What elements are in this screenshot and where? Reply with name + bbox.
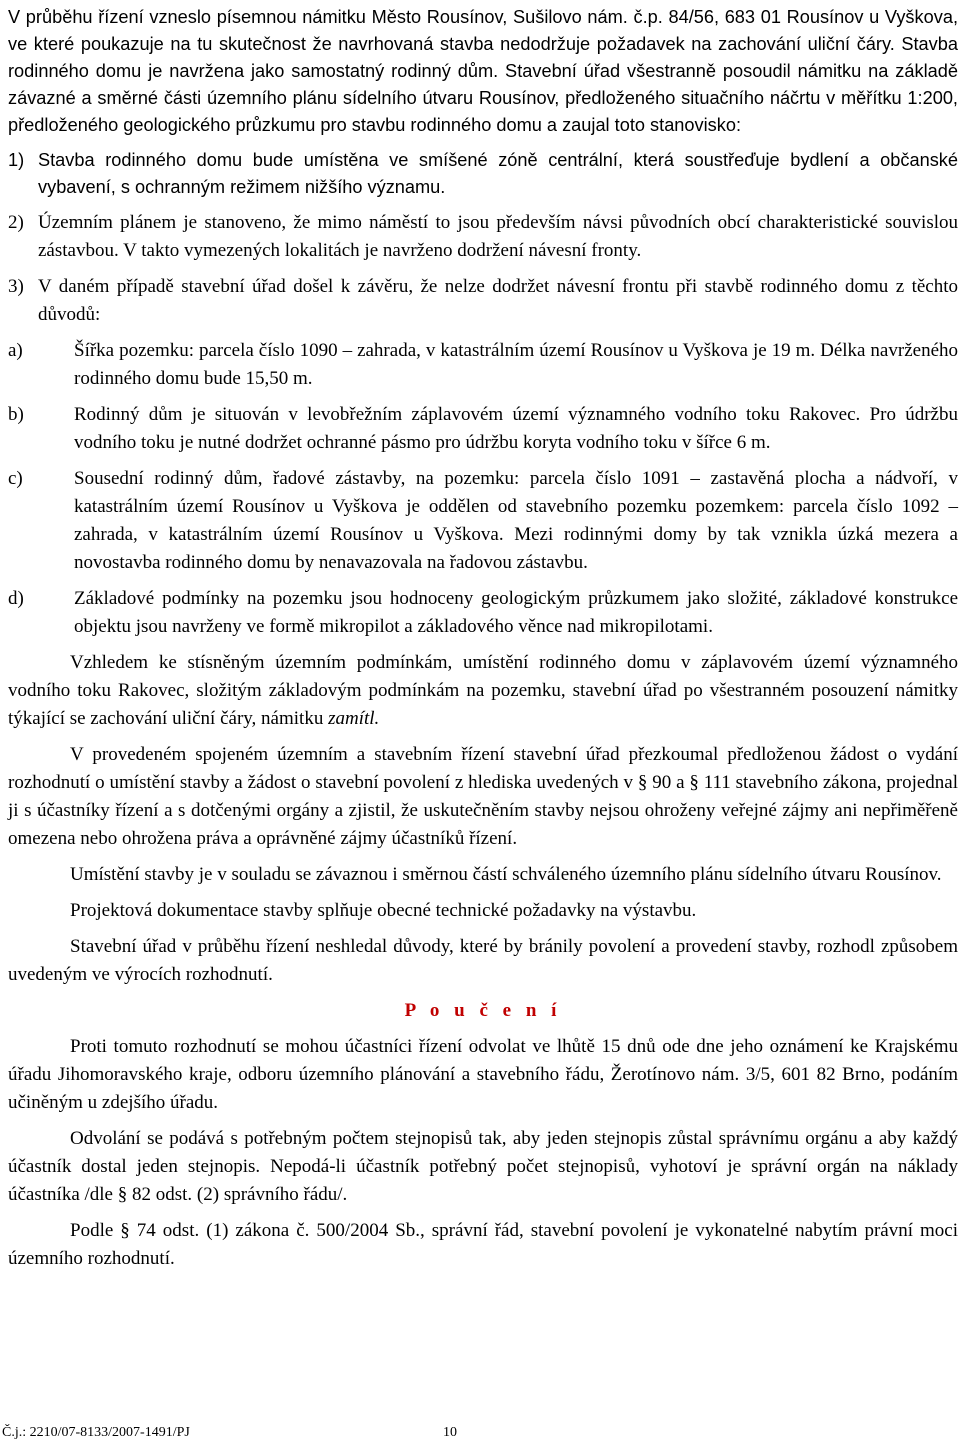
section-heading: P o u č e n í [404,1000,562,1021]
page-number: 10 [443,1425,457,1440]
conclusion-verdict: zamítl. [328,708,380,729]
sub-item-a [8,337,958,393]
list-label: 1) [8,150,25,170]
list-item-3 [8,273,958,329]
list-text: Stavba rodinného domu bude umístěna ve smíšené zóně centrální, která soustřeďuje bydlení a občanské vybavení, s ochranným režimem nižšího významu. [38,150,958,197]
intro-paragraph [8,4,958,139]
sub-item-d [8,585,958,641]
zoning-paragraph: Umístění stavby je v souladu se závaznou i směrnou částí schváleného územního plánu sídelního útvaru Rousínov. [70,864,942,885]
sub-label: b) [8,404,24,425]
sub-item-c [8,465,958,577]
enforceability-paragraph: Podle § 74 odst. (1) zákona č. 500/2004 Sb., správní řád, stavební povolení je vykonatelné nabytím právní moci územního rozhodnutí. [8,1220,958,1269]
no-reasons-paragraph: Stavební úřad v průběhu řízení neshledal důvody, které by bránily povolení a provedení stavby, rozhodl způsobem uvedeným ve výrocích rozhodnutí. [8,936,958,985]
list-item-1 [8,147,958,201]
sub-item-b [8,401,958,457]
sub-text: Sousední rodinný dům, řadové zástavby, na pozemku: parcela číslo 1091 – zastavěná plocha a nádvoří, v katastrálním území Rousínov u Vyškova je oddělen od stavebního pozemku pozemkem: parcela číslo 1092 – zahrada, v katastrálním území Rousínov u Vyškova. Mezi rodinnými domy by tak vznikla úzká mezera a novostavba rodinného domu by nenavazovala na řadovou zástavbu. [74,468,958,573]
sub-text: Šířka pozemku: parcela číslo 1090 – zahrada, v katastrálním území Rousínov u Vyškova je 19 m. Délka navrženého rodinného domu bude 15,50 m. [74,340,958,389]
list-label: 2) [8,212,24,233]
reference-number: Č.j.: 2210/07-8133/2007-1491/PJ [2,1425,190,1440]
conclusion-paragraph [8,649,958,733]
list-label: 3) [8,276,24,297]
list-text: Územním plánem je stanoveno, že mimo náměstí to jsou především návsi původních obcí charakteristické souvislou zástavbou. V takto vymezených lokalitách je navrženo dodržení návesní fronty. [38,212,958,261]
project-paragraph: Projektová dokumentace stavby splňuje obecné technické požadavky na výstavbu. [70,900,697,921]
list-text: V daném případě stavební úřad došel k závěru, že nelze dodržet návesní frontu při stavbě rodinného domu z těchto důvodů: [38,276,958,325]
sub-label: c) [8,468,23,489]
appeal-paragraph: Proti tomuto rozhodnutí se mohou účastníci řízení odvolat ve lhůtě 15 dnů ode dne jeho oznámení ke Krajskému úřadu Jihomoravského kraje, odboru územního plánování a stavebního řádu, Žerotínovo nám. 3/5, 601 82 Brno, podáním učiněným u zdejšího úřadu. [8,1036,958,1113]
copies-paragraph: Odvolání se podává s potřebným počtem stejnopisů tak, aby jeden stejnopis zůstal správnímu orgánu a aby každý účastník dostal jeden stejnopis. Nepodá-li účastník potřebný počet stejnopisů, vyhotoví je správní orgán na náklady účastníka /dle § 82 odst. (2) správního řádu/. [8,1128,958,1205]
sub-text: Rodinný dům je situován v levobřežním záplavovém území významného vodního toku Rakovec. Pro údržbu vodního toku je nutné dodržet ochranné pásmo pro údržbu koryta vodního toku v šířce 6 m. [74,404,958,453]
list-item-2 [8,209,958,265]
sub-label: d) [8,588,24,609]
proceeding-paragraph: V provedeném spojeném územním a stavebním řízení stavební úřad přezkoumal předloženou žádost o vydání rozhodnutí o umístění stavby a žádost o stavební povolení z hlediska uvedených v § 90 a § 111 stavebního zákona, projednal ji s účastníky řízení a s dotčenými orgány a zjistil, že uskutečněním stavby nejsou ohroženy veřejné zájmy ani nepřiměřeně omezena nebo ohrožena práva a oprávněné zájmy účastníků řízení. [8,744,958,849]
document-page [8,4,958,1273]
conclusion-text: Vzhledem ke stísněným územním podmínkám, umístění rodinného domu v záplavovém území významného vodního toku Rakovec, složitým základovým podmínkám na pozemku, stavební úřad po všestranném posouzení námitky týkající se zachování uliční čáry, námitku [8,652,958,729]
intro-assessment-text: Stavební úřad všestranně posoudil námitku na základě závazné a směrné části územního plánu sídelního útvaru Rousínov, předloženého situačního náčrtu v měřítku 1:200, předloženého geologického průzkumu pro stavbu rodinného domu a zaujal toto stanovisko: [8,61,958,135]
sub-label: a) [8,340,23,361]
sub-text: Základové podmínky na pozemku jsou hodnoceny geologickým průzkumem jako složité, základové konstrukce objektu jsou navrženy ve formě mikropilot a základového věnce nad mikropilotami. [74,588,958,637]
intro-objection-text: V průběhu řízení vzneslo písemnou námitku Město Rousínov, Sušilovo nám. č.p. 84/56, 683 01 Rousínov u Vyškova, ve které poukazuje na tu skutečnost že navrhovaná stavba nedodržuje požadavek na zachování uliční čáry. Stavba rodinného domu je navržena jako samostatný rodinný dům. [8,7,958,81]
